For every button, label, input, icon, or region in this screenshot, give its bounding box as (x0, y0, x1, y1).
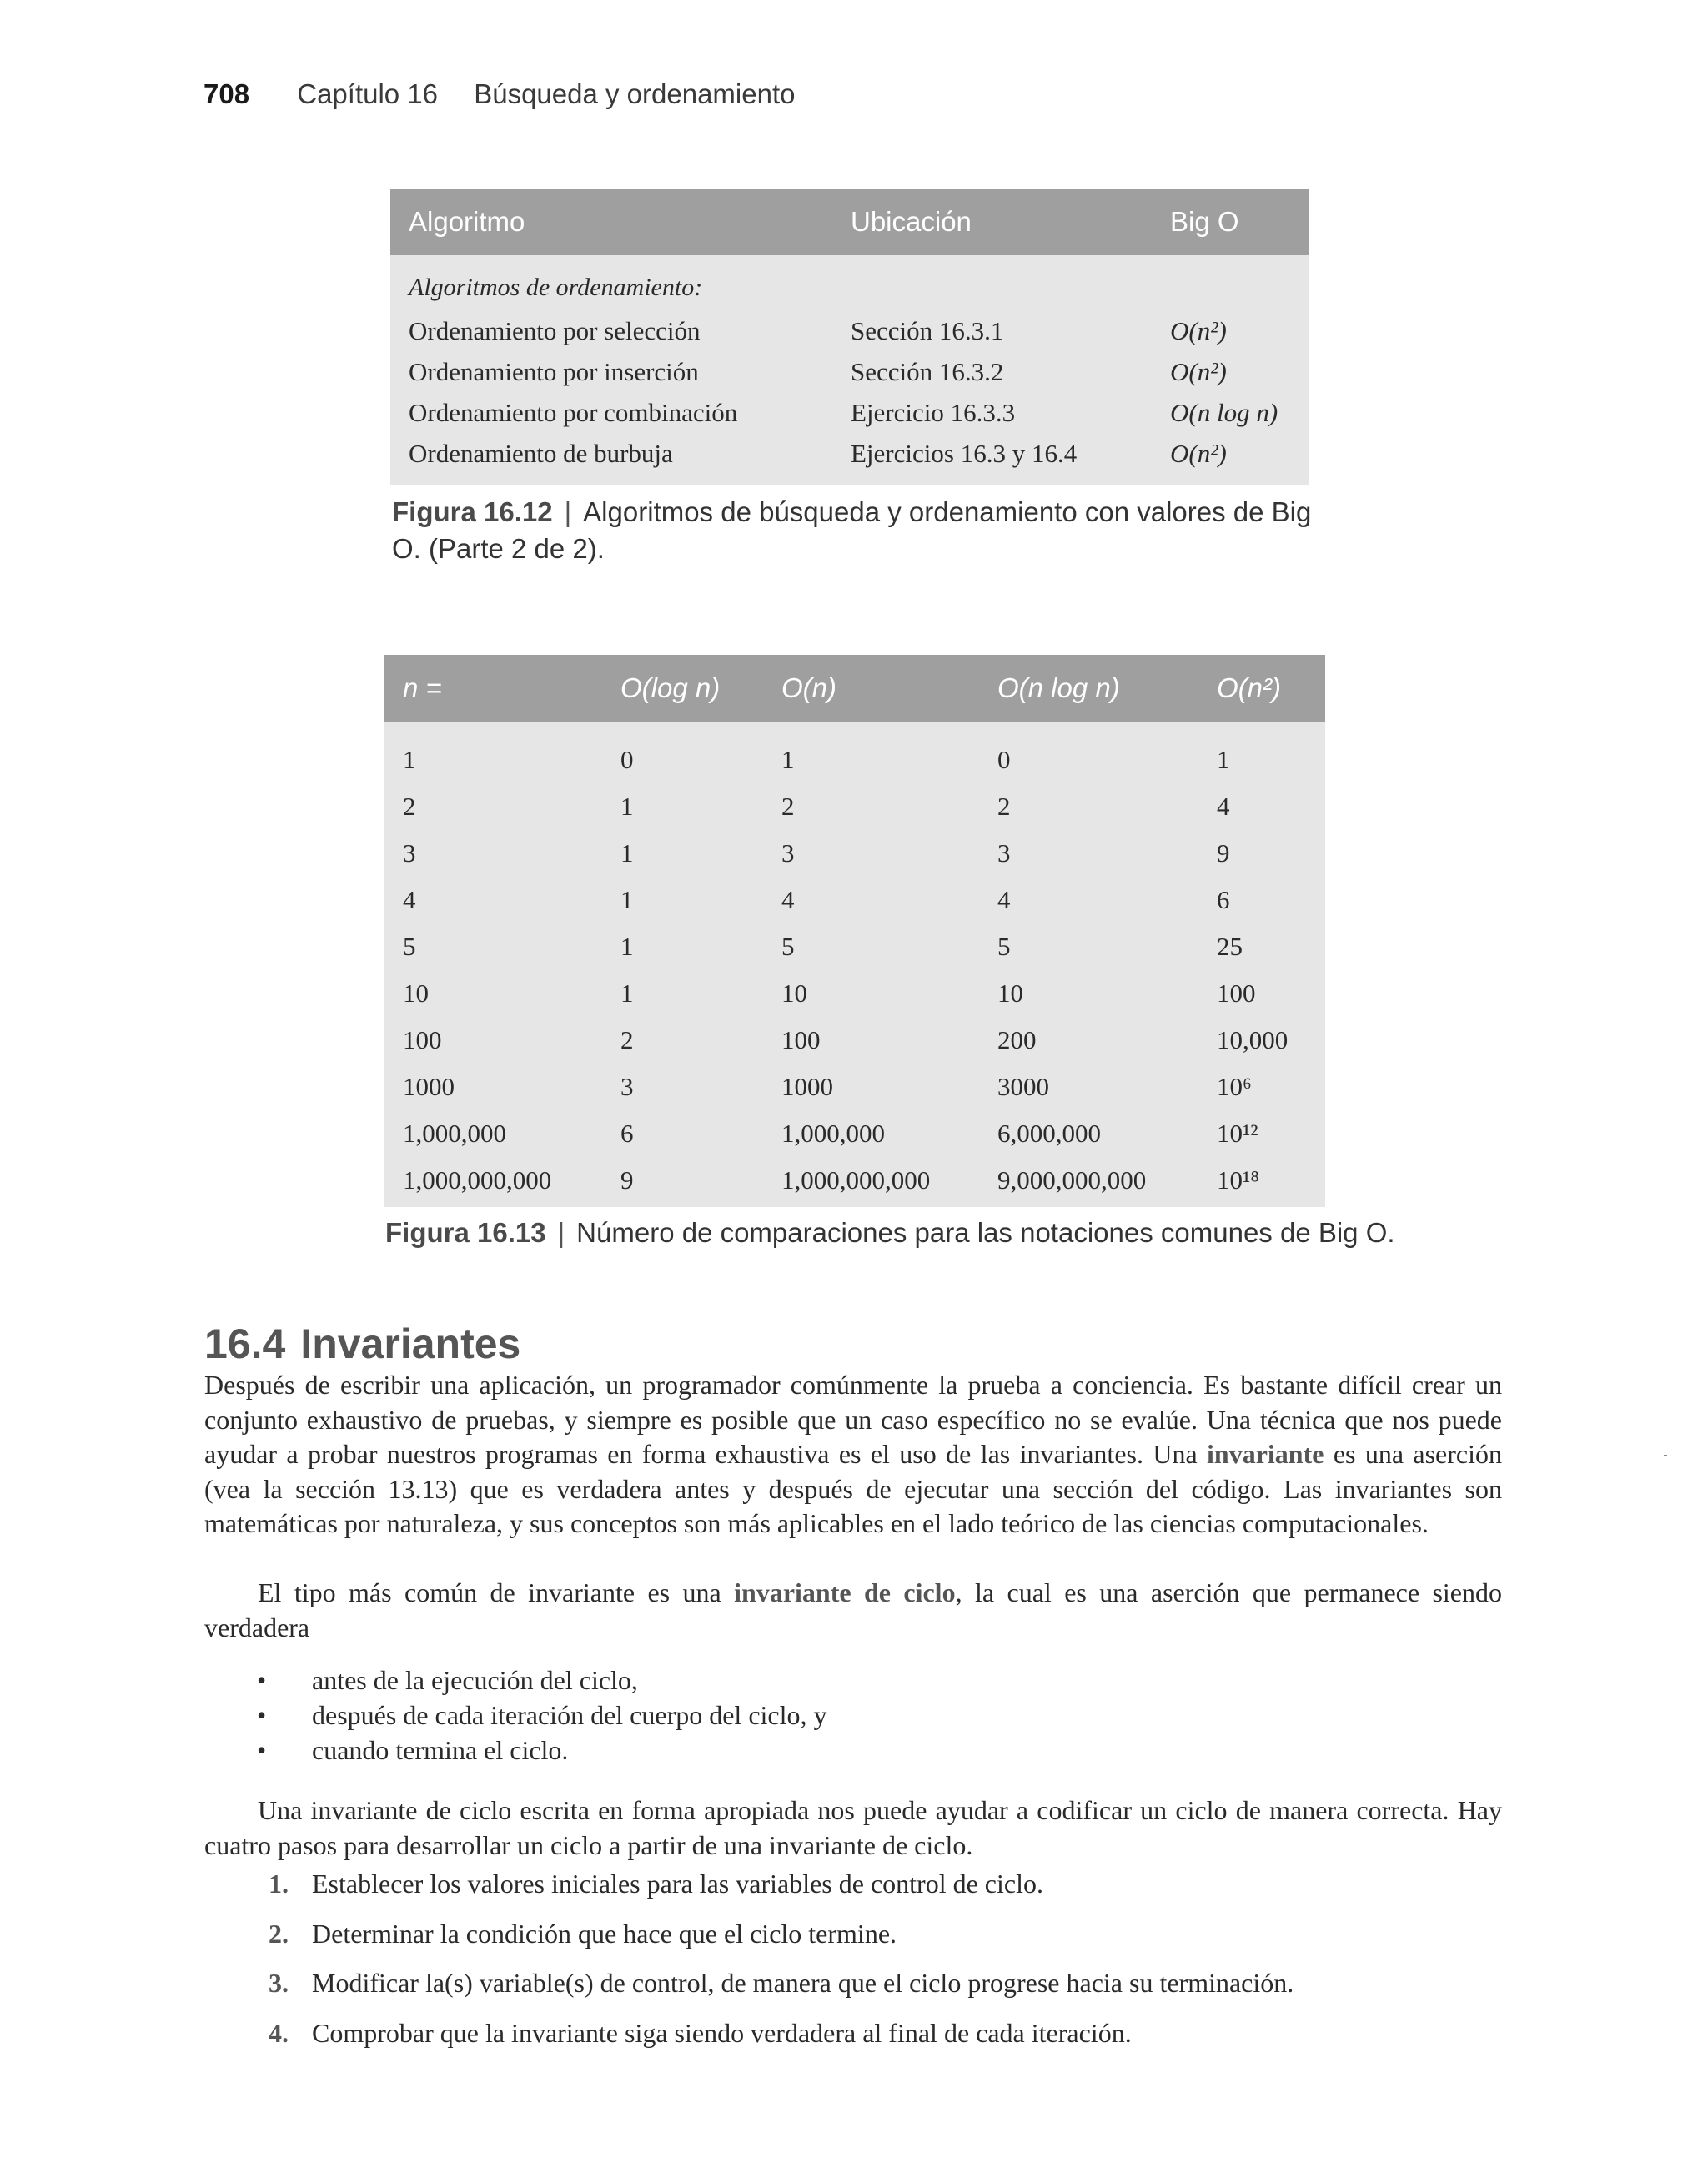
paragraph-text: Después de escribir una aplicación, un programador comúnmente la prueba a conciencia. Es bastante difícil crear un conjunto exhaustivo de pruebas, y siempre es posible que un caso específico no se evalúe. Una técnica que nos puede ayudar a probar nuestros programas en forma exhaustiva es el uso de las invariantes. Una (204, 1370, 1502, 1469)
table-row (390, 310, 1309, 351)
paragraph-loop-invariant (204, 1576, 1502, 1645)
step-number: 1. (269, 1869, 289, 1899)
cell-n-linear: 5 (781, 932, 795, 961)
list-item (250, 1733, 827, 1768)
bullet-icon: • (257, 1735, 267, 1765)
cell-log-n: 1 (620, 978, 634, 1008)
cell-n-linear: 4 (781, 885, 795, 914)
column-header-n-linear: O(n) (781, 672, 836, 703)
list-item (269, 1865, 1294, 1915)
cell-n: 1 (403, 745, 416, 774)
table-row (384, 970, 1325, 1017)
cell-location: Ejercicio 16.3.3 (851, 398, 1016, 427)
cell-n-squared: 10¹⁸ (1217, 1165, 1260, 1195)
cell-n-squared: 1 (1217, 745, 1230, 774)
cell-n-squared: 25 (1217, 932, 1243, 961)
cell-n-linear: 1,000,000,000 (781, 1165, 931, 1195)
cell-big-o: O(n log n) (1170, 398, 1278, 427)
cell-n-log-n: 9,000,000,000 (997, 1165, 1147, 1195)
column-header-log-n: O(log n) (620, 672, 721, 703)
cell-n-log-n: 0 (997, 745, 1011, 774)
cell-n-log-n: 4 (997, 885, 1011, 914)
cell-log-n: 3 (620, 1072, 634, 1101)
table-subheading: Algoritmos de ordenamiento: (409, 274, 703, 301)
list-item-text: cuando termina el ciclo. (312, 1735, 569, 1765)
bullet-list (250, 1662, 827, 1768)
table-header (390, 189, 1309, 255)
cell-n-squared: 10⁶ (1217, 1072, 1252, 1101)
table-row (384, 783, 1325, 830)
page-number: 708 (203, 78, 250, 109)
cell-n-linear: 100 (781, 1025, 821, 1054)
cell-n-squared: 6 (1217, 885, 1230, 914)
figure-label: Figura 16.13 (385, 1217, 546, 1248)
table-row (384, 830, 1325, 877)
cell-n-linear: 1000 (781, 1072, 833, 1101)
paragraph-text: El tipo más común de invariante es una (258, 1577, 735, 1607)
cell-location: Ejercicios 16.3 y 16.4 (851, 439, 1078, 468)
cell-big-o: O(n²) (1170, 357, 1227, 386)
table-body (384, 722, 1325, 1204)
list-item-text: antes de la ejecución del ciclo, (312, 1665, 638, 1695)
cell-n-linear: 2 (781, 792, 795, 821)
column-header-n-log-n: O(n log n) (997, 672, 1120, 703)
list-item (250, 1662, 827, 1698)
list-item-text: después de cada iteración del cuerpo del ciclo, y (312, 1700, 827, 1730)
cell-algorithm: Ordenamiento por combinación (409, 398, 738, 427)
list-item (250, 1698, 827, 1733)
cell-n: 2 (403, 792, 416, 821)
paragraph-intro (204, 1368, 1502, 1542)
cell-n: 1000 (403, 1072, 455, 1101)
cell-n: 1,000,000 (403, 1119, 506, 1148)
column-header-n: n = (403, 672, 442, 703)
paragraph-text: , la cual es una aserción que permanece siendo verdadera (204, 1577, 1503, 1642)
table-row (384, 923, 1325, 970)
column-header-algorithm: Algoritmo (409, 206, 525, 237)
step-text: Comprobar que la invariante siga siendo verdadera al final de cada iteración. (312, 2017, 1132, 2048)
cell-n-log-n: 200 (997, 1025, 1037, 1054)
cell-big-o: O(n²) (1170, 439, 1227, 468)
cell-n-linear: 10 (781, 978, 807, 1008)
cell-n: 1,000,000,000 (403, 1165, 552, 1195)
table-row (384, 877, 1325, 923)
margin-mark (1664, 1455, 1667, 1456)
bullet-icon: • (257, 1665, 267, 1695)
cell-log-n: 2 (620, 1025, 634, 1054)
table-row (384, 1110, 1325, 1157)
caption-text: Número de comparaciones para las notaciones comunes de Big O. (576, 1217, 1395, 1248)
cell-n-log-n: 10 (997, 978, 1023, 1008)
cell-algorithm: Ordenamiento por inserción (409, 357, 699, 386)
step-text: Determinar la condición que hace que el ciclo termine. (312, 1918, 897, 1949)
cell-location: Sección 16.3.2 (851, 357, 1004, 386)
section-title: Invariantes (300, 1320, 521, 1367)
cell-log-n: 1 (620, 838, 634, 868)
table-row (390, 433, 1309, 474)
running-header (203, 78, 795, 110)
cell-n-squared: 10¹² (1217, 1119, 1258, 1148)
section-number: 16.4 (204, 1320, 286, 1367)
paragraph-text: es una aserción (vea la sección 13.13) que es verdadera antes y después de ejecutar una sección del código. Las invariantes son matemáticas por naturaleza, y sus conceptos son más aplicables en el lado teórico de las ciencias computacionales. (204, 1439, 1503, 1538)
cell-n-log-n: 3 (997, 838, 1011, 868)
cell-algorithm: Ordenamiento de burbuja (409, 439, 673, 468)
figure-label: Figura 16.12 (392, 496, 553, 527)
table-row (384, 1017, 1325, 1064)
table-row (384, 1157, 1325, 1204)
chapter-title: Búsqueda y ordenamiento (474, 78, 796, 109)
cell-algorithm: Ordenamiento por selección (409, 316, 701, 345)
bullet-icon: • (257, 1700, 267, 1730)
cell-n-squared: 4 (1217, 792, 1230, 821)
cell-n-log-n: 6,000,000 (997, 1119, 1101, 1148)
key-term-invariante: invariante (1207, 1439, 1324, 1469)
cell-location: Sección 16.3.1 (851, 316, 1004, 345)
comparisons-table (384, 655, 1325, 1207)
step-number: 3. (269, 1968, 289, 1998)
cell-n-linear: 1,000,000 (781, 1119, 885, 1148)
caption-separator: | (564, 496, 572, 527)
column-header-location: Ubicación (851, 206, 972, 237)
cell-n-log-n: 2 (997, 792, 1011, 821)
table-row (384, 1064, 1325, 1110)
cell-n: 3 (403, 838, 416, 868)
step-text: Modificar la(s) variable(s) de control, de manera que el ciclo progrese hacia su terminación. (312, 1968, 1294, 1998)
paragraph-steps-intro: Una invariante de ciclo escrita en forma apropiada nos puede ayudar a codificar un ciclo de manera correcta. Hay cuatro pasos para desarrollar un ciclo a partir de una invariante de ciclo. (204, 1795, 1502, 1860)
table-header (384, 655, 1325, 722)
chapter-label: Capítulo 16 (297, 78, 439, 109)
key-term-invariante-de-ciclo: invariante de ciclo (734, 1577, 956, 1607)
cell-log-n: 9 (620, 1165, 634, 1195)
numbered-steps (269, 1865, 1294, 2064)
cell-n: 100 (403, 1025, 442, 1054)
table-row (390, 351, 1309, 392)
list-item (269, 2015, 1294, 2065)
figure-caption-16-12 (392, 494, 1343, 567)
caption-separator: | (557, 1217, 565, 1248)
cell-n: 10 (403, 978, 429, 1008)
step-number: 2. (269, 1918, 289, 1949)
cell-n-squared: 10,000 (1217, 1025, 1289, 1054)
cell-log-n: 1 (620, 792, 634, 821)
figure-caption-16-13 (385, 1215, 1395, 1251)
cell-big-o: O(n²) (1170, 316, 1227, 345)
column-header-n-squared: O(n²) (1217, 672, 1281, 703)
cell-n-log-n: 3000 (997, 1072, 1049, 1101)
step-text: Establecer los valores iniciales para las variables de control de ciclo. (312, 1869, 1043, 1899)
cell-log-n: 6 (620, 1119, 634, 1148)
list-item (269, 1964, 1294, 2015)
algorithms-table (390, 189, 1309, 485)
step-number: 4. (269, 2017, 289, 2048)
column-header-big-o: Big O (1170, 206, 1239, 237)
table-row (384, 737, 1325, 783)
cell-n-linear: 1 (781, 745, 795, 774)
cell-n: 4 (403, 885, 416, 914)
caption-text: Algoritmos de búsqueda y ordenamiento con valores de Big O. (Parte 2 de 2). (392, 496, 1312, 564)
cell-n-squared: 100 (1217, 978, 1256, 1008)
cell-log-n: 1 (620, 932, 634, 961)
section-heading (204, 1320, 520, 1368)
cell-log-n: 1 (620, 885, 634, 914)
cell-log-n: 0 (620, 745, 634, 774)
list-item (269, 1915, 1294, 1965)
cell-n: 5 (403, 932, 416, 961)
cell-n-log-n: 5 (997, 932, 1011, 961)
table-row (390, 392, 1309, 433)
cell-n-squared: 9 (1217, 838, 1230, 868)
cell-n-linear: 3 (781, 838, 795, 868)
